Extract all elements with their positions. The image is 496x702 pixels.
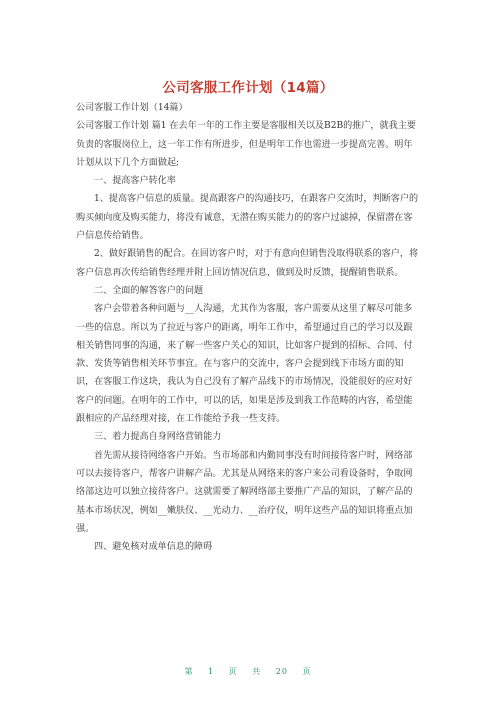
footer-total-label: 共 [252,667,262,676]
section-heading-3: 三、着力提高自身网络营销能力 [94,432,222,443]
footer-page-number: 1 [208,667,215,676]
footer-total-pages: 20 [275,667,288,676]
section-heading-1: 一、提高客户转化率 [94,176,176,187]
paragraph-item-2: 2、做好跟销售的配合。在回访客户时，对于有意向但销售没取得联系的客户，将客户信息再次传给销售经理并附上回访情况信息，做到及时反馈，提醒销售联系。 [76,249,419,278]
footer-page-unit: 页 [228,667,238,676]
footer-page-label: 第 [184,667,194,676]
section-heading-2: 二、全面的解答客户的问题 [94,285,204,296]
paragraph-subtitle: 公司客服工作计划（14篇） [76,103,188,113]
footer-total-unit: 页 [302,667,312,676]
paragraph-intro: 公司客服工作计划 篇1 在去年一年的工作主要是客服相关以及B2B的推广，就我主要负责的客服岗位上，这一年工作有所进步，但是明年工作也需进一步提高完善。明年计划从以下几个方面做起; [76,121,416,168]
page-footer [0,666,496,677]
document-title: 公司客服工作计划（14篇） [162,80,334,96]
document-body [76,99,420,556]
section-heading-4: 四、避免核对成单信息的障碍 [94,542,213,553]
paragraph-item-1: 1、提高客户信息的质量。提高跟客户的沟通技巧，在跟客户交流时，判断客户的购买倾向度及购买能力，将没有诚意，无潜在购买能力的的客户过滤掉，保留潜在客户信息传给销售。 [76,194,419,242]
paragraph-section-3: 首先需从接待网络客户开始。当市场部和内勤同事没有时间接待客户时，网络部可以去接待客户，帮客户讲解产品。尤其是从网络来的客户来公司看设备时，争取网络部这边可以独立接待客户。这就需要了解网络部主要推广产品的知识，了解产品的基本市场状况，例如__嫩肤仪、__光动力、__治疗仪，明年这些产品的知识将重点加强。 [76,450,413,534]
paragraph-section-2: 客户会带着各种问题与__人沟通，尤其作为客服，客户需要从这里了解尽可能多一些的信息。所以为了拉近与客户的距离，明年工作中，希望通过自己的学习以及跟相关销售同事的沟通，来了解一些客户关心的知识，比如客户提到的招标、合同、付款、发货等销售相关环节事宜。在与客户的交流中，客户会提到线下市场方面的知识，在客服工作这块，我认为自己没有了解产品线下的市场情况，没能很好的应对好客户的问题。在明年的工作中，可以的话，如果是涉及到我工作范畴的内容，希望能跟相应的产品经理对接，在工作能给予我一些支持。 [76,304,413,425]
